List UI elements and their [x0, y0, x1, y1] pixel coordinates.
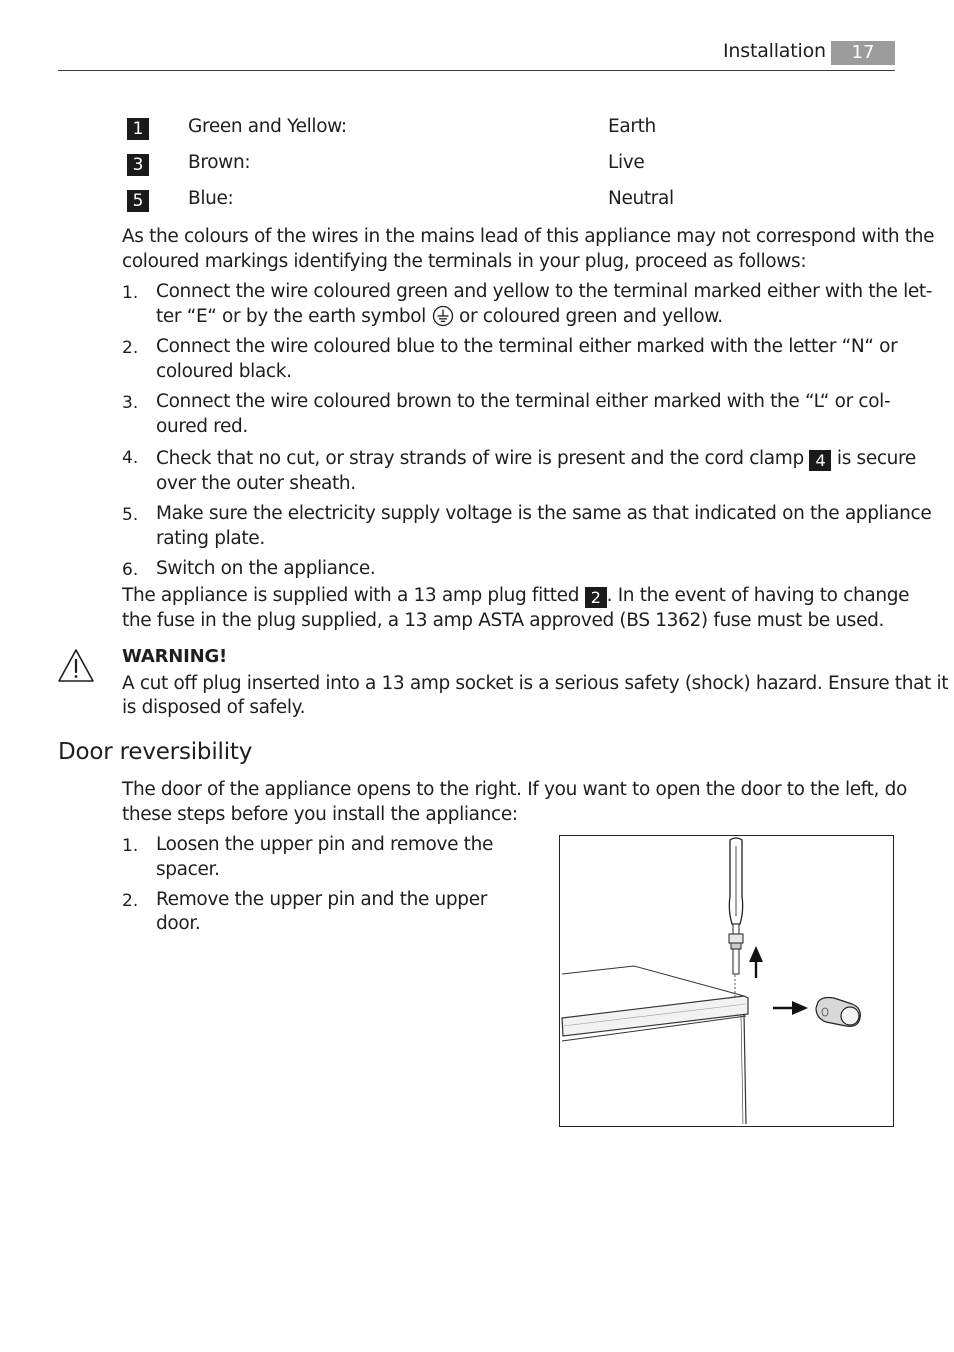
- warning-triangle-icon: [57, 648, 95, 684]
- section-title: Installation: [723, 40, 826, 62]
- step-number: 1.: [122, 283, 139, 303]
- wire-value-1: Earth: [608, 116, 656, 137]
- step-4-text-a: Check that no cut, or stray strands of wire is present and the cord clamp: [156, 448, 804, 469]
- step-4-line-2: over the outer sheath.: [156, 473, 356, 494]
- step-4-text-b: is secure: [836, 448, 916, 469]
- intro-line-2: coloured markings identifying the terminals in your plug, proceed as follows:: [122, 251, 807, 272]
- step-2-line-1: Connect the wire coloured blue to the terminal either marked with the letter “N“ or: [156, 336, 898, 357]
- step-6-line-1: Switch on the appliance.: [156, 558, 376, 579]
- door-step-2-line-1: Remove the upper pin and the upper: [156, 889, 487, 910]
- wire-label-5: Blue:: [188, 188, 234, 209]
- step-number: 2.: [122, 338, 139, 358]
- wire-badge-3: 3: [127, 154, 149, 176]
- door-step-1-line-2: spacer.: [156, 859, 220, 880]
- wire-value-3: Live: [608, 152, 645, 173]
- earth-symbol-icon: [432, 305, 454, 327]
- door-intro-line-2: these steps before you install the appliance:: [122, 804, 518, 825]
- wire-label-3: Brown:: [188, 152, 251, 173]
- step-number: 5.: [122, 505, 139, 525]
- plug-note-text-b: . In the event of having to change: [606, 585, 910, 606]
- door-step-number: 1.: [122, 836, 139, 856]
- step-number: 6.: [122, 560, 139, 580]
- step-5-line-1: Make sure the electricity supply voltage is the same as that indicated on the appliance: [156, 503, 932, 524]
- step-1-line-1: Connect the wire coloured green and yellow to the terminal marked either with the let-: [156, 281, 933, 302]
- warning-line-2: is disposed of safely.: [122, 697, 306, 718]
- door-step-2-line-2: door.: [156, 913, 201, 934]
- door-step-1-line-1: Loosen the upper pin and remove the: [156, 834, 493, 855]
- door-intro-line-1: The door of the appliance opens to the right. If you want to open the door to the left, do: [122, 779, 907, 800]
- warning-title: WARNING!: [122, 646, 228, 667]
- step-1-text-a: ter “E“ or by the earth symbol: [156, 306, 426, 327]
- header-rule: [58, 70, 895, 71]
- step-4-line-1: [156, 446, 916, 471]
- door-step-number: 2.: [122, 891, 139, 911]
- plug-note-text-a: The appliance is supplied with a 13 amp plug fitted: [122, 585, 580, 606]
- plug-note-line-2: the fuse in the plug supplied, a 13 amp ASTA approved (BS 1362) fuse must be used.: [122, 610, 885, 631]
- intro-line-1: As the colours of the wires in the mains lead of this appliance may not correspond with the: [122, 226, 935, 247]
- plug-badge: 2: [585, 587, 607, 608]
- step-2-line-2: coloured black.: [156, 361, 292, 382]
- step-5-line-2: rating plate.: [156, 528, 265, 549]
- step-3-line-1: Connect the wire coloured brown to the terminal either marked with the “L“ or col-: [156, 391, 891, 412]
- door-hinge-drawing: [560, 836, 893, 1126]
- step-1-text-b: or coloured green and yellow.: [459, 306, 723, 327]
- plug-note-line-1: [122, 583, 909, 608]
- warning-line-1: A cut off plug inserted into a 13 amp socket is a serious safety (shock) hazard. Ensure that it: [122, 673, 949, 694]
- wire-badge-1: 1: [127, 118, 149, 140]
- cord-clamp-badge: 4: [809, 450, 831, 471]
- wire-label-1: Green and Yellow:: [188, 116, 347, 137]
- wire-value-5: Neutral: [608, 188, 674, 209]
- wire-badge-5: 5: [127, 190, 149, 212]
- door-illustration: [559, 835, 894, 1127]
- section-heading: Door reversibility: [58, 739, 253, 765]
- step-1-line-2: [156, 304, 723, 329]
- step-3-line-2: oured red.: [156, 416, 248, 437]
- step-number: 4.: [122, 448, 139, 468]
- step-number: 3.: [122, 393, 139, 413]
- page-number: 17: [831, 41, 895, 65]
